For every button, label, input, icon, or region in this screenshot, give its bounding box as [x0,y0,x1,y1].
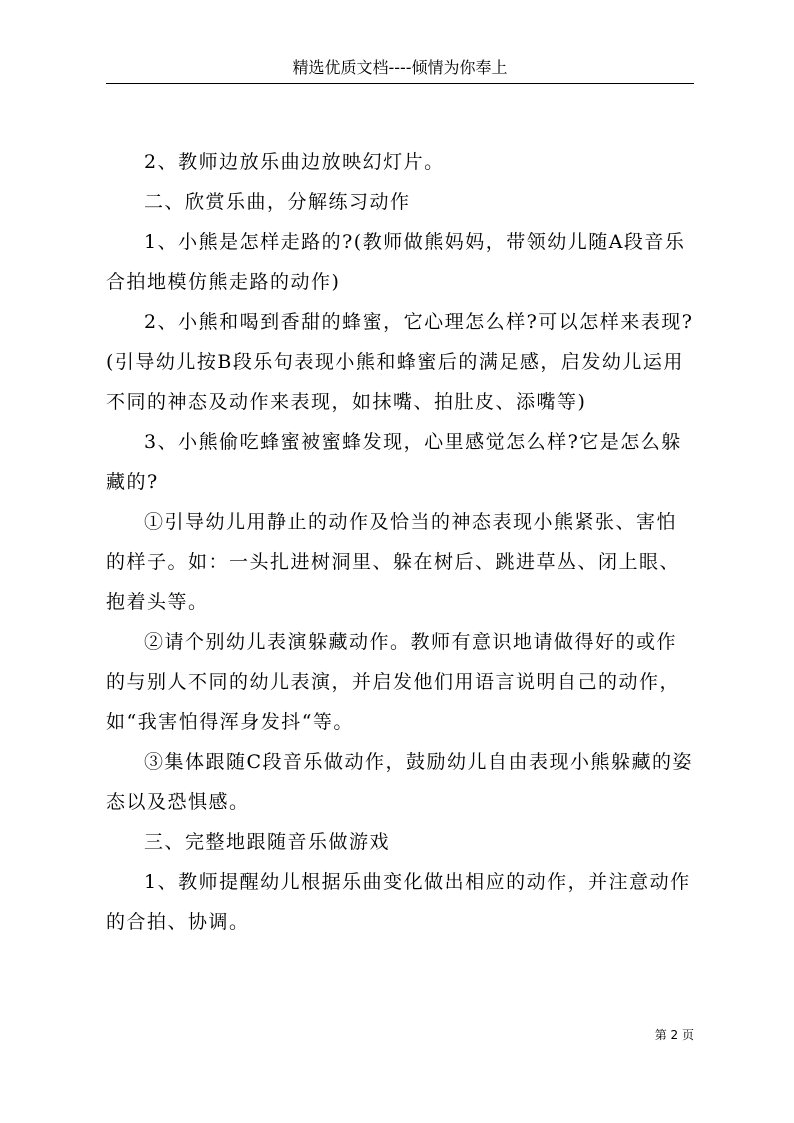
paragraph: 2、小熊和喝到香甜的蜂蜜，它心理怎么样?可以怎样来表现?(引导幼儿按B段乐句表现小熊和蜂蜜后的满足感，启发幼儿运用不同的神态及动作来表现，如抹嘴、拍肚皮、添嘴等) [106,311,694,413]
page-number: 第 2 页 [654,1028,694,1042]
paragraph: 1、小熊是怎样走路的?(教师做熊妈妈，带领幼儿随A段音乐合拍地模仿熊走路的动作) [106,231,686,293]
paragraph: ①引导幼儿用静止的动作及恰当的神态表现小熊紧张、害怕的样子。如：一头扎进树洞里、躲在树后、跳进草丛、闭上眼、抱着头等。 [106,511,681,613]
paragraph: ③集体跟随C段音乐做动作，鼓励幼儿自由表现小熊躲藏的姿态以及恐惧感。 [106,751,694,813]
paragraph: 3、小熊偷吃蜂蜜被蜜蜂发现，心里感觉怎么样?它是怎么躲藏的? [106,431,682,493]
document-body [106,142,696,942]
header-divider [106,83,694,84]
paragraph: 2、教师边放乐曲边放映幻灯片。 [144,151,445,173]
page-header: 精选优质文档----倾情为你奉上 [292,58,508,77]
section-heading: 二、欣赏乐曲，分解练习动作 [144,191,411,213]
paragraph: 1、教师提醒幼儿根据乐曲变化做出相应的动作，并注意动作的合拍、协调。 [106,871,691,933]
paragraph: ②请个别幼儿表演躲藏动作。教师有意识地请做得好的或作的与别人不同的幼儿表演，并启发他们用语言说明自己的动作，如“我害怕得浑身发抖“等。 [106,631,681,733]
section-heading: 三、完整地跟随音乐做游戏 [144,831,391,853]
